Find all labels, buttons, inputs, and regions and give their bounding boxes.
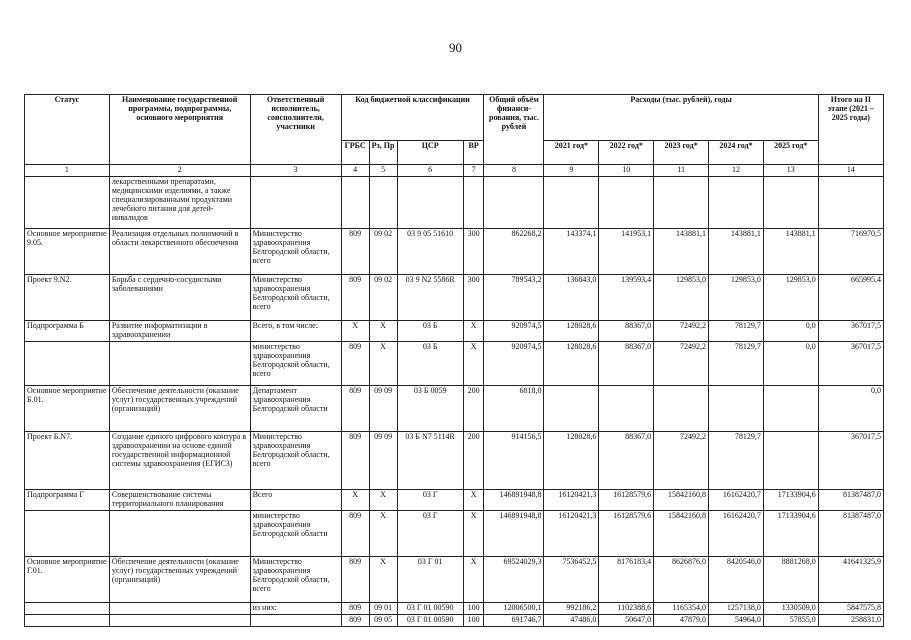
responsible-cell: Министерство здравоохранения Белгородской области, всего (250, 274, 341, 320)
status-cell: Основное мероприятие Г.01. (25, 556, 110, 602)
vr-cell: X (463, 341, 484, 385)
y2021-cell: 16120421,3 (544, 510, 599, 556)
table-row (25, 385, 884, 431)
rzpr-cell: 09 09 (369, 385, 397, 431)
total-cell (484, 176, 544, 228)
name-cell: Обеспечение деятельности (оказание услуг) государственных учреждений (организаций) (109, 556, 250, 602)
y2023-cell: 15842160,8 (654, 510, 709, 556)
y2025-cell: 129853,0 (763, 274, 818, 320)
y2024-cell: 143881,1 (709, 228, 764, 274)
column-index-cell: 5 (369, 165, 397, 177)
table-row (25, 510, 884, 556)
total-cell: 69524029,3 (484, 556, 544, 602)
y2023-cell: 72492,2 (654, 341, 709, 385)
column-index-cell: 14 (818, 165, 883, 177)
table-row (25, 176, 884, 228)
vr-cell: X (463, 556, 484, 602)
rzpr-cell (369, 176, 397, 228)
y2022-cell: 88367,0 (599, 341, 654, 385)
y2021-cell: 7536452,5 (544, 556, 599, 602)
vr-cell: 300 (463, 228, 484, 274)
y2022-cell: 88367,0 (599, 431, 654, 489)
total-cell: 914156,5 (484, 431, 544, 489)
csr-cell: 03 Г 01 00590 (397, 602, 463, 614)
header-budget-code: Код бюджетной классификации (341, 95, 484, 141)
rzpr-cell: 09 05 (369, 614, 397, 626)
responsible-cell: Министерство здравоохранения Белгородской области, всего (250, 228, 341, 274)
column-index-cell: 1 (25, 165, 110, 177)
y2025-cell (763, 431, 818, 489)
y2023-cell: 143881,1 (654, 228, 709, 274)
grbs-cell: 809 (341, 510, 369, 556)
grbs-cell: 809 (341, 341, 369, 385)
header-2025: 2025 год* (763, 141, 818, 165)
grbs-cell: 809 (341, 228, 369, 274)
vr-cell: 100 (463, 614, 484, 626)
column-index-cell: 7 (463, 165, 484, 177)
y2025-cell: 1330509,0 (763, 602, 818, 614)
name-cell: Совершенствование системы территориального планирования (109, 489, 250, 510)
name-cell: Обеспечение деятельности (оказание услуг) государственных учреждений (организаций) (109, 385, 250, 431)
status-cell: Подпрограмма Г (25, 489, 110, 510)
rzpr-cell: 09 02 (369, 274, 397, 320)
table-row (25, 602, 884, 614)
total-cell: 920974,5 (484, 320, 544, 341)
grbs-cell: 809 (341, 274, 369, 320)
name-cell: лекарственными препаратами, медицинскими изделиями, а также специализированными продуктами лечебного питания для детей-инвалидов (109, 176, 250, 228)
grbs-cell (341, 176, 369, 228)
y2022-cell: 88367,0 (599, 320, 654, 341)
grbs-cell: 809 (341, 602, 369, 614)
rzpr-cell: X (369, 341, 397, 385)
y2022-cell: 50647,0 (599, 614, 654, 626)
status-cell: Подпрограмма Б (25, 320, 110, 341)
table-row (25, 614, 884, 626)
status-cell (25, 176, 110, 228)
responsible-cell: министерство здравоохранения Белгородской области, всего (250, 341, 341, 385)
y2023-cell: 72492,2 (654, 320, 709, 341)
stage2-total-cell: 367017,5 (818, 320, 883, 341)
total-cell: 146891948,8 (484, 510, 544, 556)
header-total-volume: Общий объём финанси-рования, тыс. рублей (484, 95, 544, 165)
table-body (25, 176, 884, 626)
responsible-cell: Министерство здравоохранения Белгородской области, всего (250, 556, 341, 602)
stage2-total-cell: 81387487,0 (818, 510, 883, 556)
column-index-cell: 11 (654, 165, 709, 177)
header-2021: 2021 год* (544, 141, 599, 165)
y2024-cell: 1257138,0 (709, 602, 764, 614)
table-row (25, 556, 884, 602)
status-cell: Основное мероприятие 9.05. (25, 228, 110, 274)
total-cell: 12006500,1 (484, 602, 544, 614)
csr-cell: 03 Г 01 00590 (397, 614, 463, 626)
y2023-cell: 129853,0 (654, 274, 709, 320)
column-index-cell: 6 (397, 165, 463, 177)
stage2-total-cell: 716970,5 (818, 228, 883, 274)
y2024-cell (709, 385, 764, 431)
responsible-cell (250, 176, 341, 228)
vr-cell (463, 176, 484, 228)
status-cell: Проект 9.N2. (25, 274, 110, 320)
responsible-cell: из них: (250, 602, 341, 614)
stage2-total-cell: 665995,4 (818, 274, 883, 320)
name-cell: Реализация отдельных полномочий в области лекарственного обеспечения (109, 228, 250, 274)
grbs-cell: 809 (341, 385, 369, 431)
csr-cell: 03 Г (397, 489, 463, 510)
csr-cell (397, 176, 463, 228)
y2024-cell: 16162420,7 (709, 489, 764, 510)
vr-cell: 100 (463, 602, 484, 614)
y2024-cell: 129853,0 (709, 274, 764, 320)
status-cell (25, 602, 110, 614)
y2024-cell: 8420546,0 (709, 556, 764, 602)
stage2-total-cell: 81387487,0 (818, 489, 883, 510)
table-row (25, 431, 884, 489)
stage2-total-cell: 367017,5 (818, 341, 883, 385)
y2023-cell: 47879,0 (654, 614, 709, 626)
y2024-cell (709, 176, 764, 228)
table-header (25, 95, 884, 177)
csr-cell: 03 9 N2 5586R (397, 274, 463, 320)
y2021-cell: 992186,2 (544, 602, 599, 614)
csr-cell: 03 Б (397, 341, 463, 385)
total-cell: 789543,2 (484, 274, 544, 320)
y2025-cell (763, 385, 818, 431)
column-index-cell: 9 (544, 165, 599, 177)
y2022-cell: 16128579,6 (599, 510, 654, 556)
csr-cell: 03 Г (397, 510, 463, 556)
header-2024: 2024 год* (709, 141, 764, 165)
y2021-cell: 143374,1 (544, 228, 599, 274)
y2022-cell (599, 385, 654, 431)
vr-cell: 200 (463, 385, 484, 431)
name-cell (109, 614, 250, 626)
total-cell: 146891948,8 (484, 489, 544, 510)
grbs-cell: 809 (341, 556, 369, 602)
header-2022: 2022 год* (599, 141, 654, 165)
y2021-cell (544, 385, 599, 431)
header-csr: ЦСР (397, 141, 463, 165)
column-index-cell: 2 (109, 165, 250, 177)
y2024-cell: 16162420,7 (709, 510, 764, 556)
y2024-cell: 78129,7 (709, 341, 764, 385)
responsible-cell (250, 614, 341, 626)
table-row (25, 228, 884, 274)
vr-cell: X (463, 320, 484, 341)
table-row (25, 320, 884, 341)
y2021-cell: 128028,6 (544, 320, 599, 341)
name-cell (109, 602, 250, 614)
header-rzpr: Рз, Пр (369, 141, 397, 165)
column-index-cell: 12 (709, 165, 764, 177)
y2022-cell: 8176183,4 (599, 556, 654, 602)
y2021-cell: 136843,0 (544, 274, 599, 320)
y2023-cell: 72492,2 (654, 431, 709, 489)
responsible-cell: Всего, в том числе: (250, 320, 341, 341)
column-index-row (25, 165, 884, 177)
name-cell (109, 341, 250, 385)
y2024-cell: 78129,7 (709, 320, 764, 341)
y2023-cell (654, 385, 709, 431)
header-stage2-total: Итого на II этапе (2021 – 2025 годы) (818, 95, 883, 165)
header-expenses: Расходы (тыс. рублей), годы (544, 95, 818, 141)
csr-cell: 03 Б 0059 (397, 385, 463, 431)
y2025-cell (763, 176, 818, 228)
status-cell (25, 341, 110, 385)
header-vr: ВР (463, 141, 484, 165)
csr-cell: 03 Б (397, 320, 463, 341)
y2023-cell (654, 176, 709, 228)
page-number: 90 (449, 40, 462, 55)
name-cell: Борьба с сердечно-сосудистыми заболеваниями (109, 274, 250, 320)
y2023-cell: 15842160,8 (654, 489, 709, 510)
column-index-cell: 3 (250, 165, 341, 177)
rzpr-cell: X (369, 320, 397, 341)
y2021-cell: 16120421,3 (544, 489, 599, 510)
stage2-total-cell: 41641325,9 (818, 556, 883, 602)
budget-table (24, 94, 884, 627)
name-cell: Развитие информатизации в здравоохранении (109, 320, 250, 341)
header-grbs: ГРБС (341, 141, 369, 165)
y2025-cell: 0,0 (763, 341, 818, 385)
stage2-total-cell: 0,0 (818, 385, 883, 431)
grbs-cell: X (341, 320, 369, 341)
total-cell: 691746,7 (484, 614, 544, 626)
y2025-cell: 17133904,6 (763, 510, 818, 556)
rzpr-cell: X (369, 510, 397, 556)
vr-cell: 200 (463, 431, 484, 489)
vr-cell: 300 (463, 274, 484, 320)
stage2-total-cell (818, 176, 883, 228)
y2025-cell: 17133904,6 (763, 489, 818, 510)
status-cell: Основное мероприятие Б.01. (25, 385, 110, 431)
responsible-cell: Департамент здравоохранения Белгородской области (250, 385, 341, 431)
stage2-total-cell: 258831,0 (818, 614, 883, 626)
y2025-cell: 57855,0 (763, 614, 818, 626)
y2021-cell: 128028,6 (544, 431, 599, 489)
table-row (25, 489, 884, 510)
vr-cell: X (463, 510, 484, 556)
table-row (25, 341, 884, 385)
y2025-cell: 0,0 (763, 320, 818, 341)
column-index-cell: 10 (599, 165, 654, 177)
rzpr-cell: 09 09 (369, 431, 397, 489)
y2022-cell: 141953,1 (599, 228, 654, 274)
y2021-cell: 128028,6 (544, 341, 599, 385)
csr-cell: 03 Г 01 (397, 556, 463, 602)
y2023-cell: 8626876,0 (654, 556, 709, 602)
rzpr-cell: 09 02 (369, 228, 397, 274)
table-row (25, 274, 884, 320)
y2022-cell: 139593,4 (599, 274, 654, 320)
column-index-cell: 8 (484, 165, 544, 177)
grbs-cell: 809 (341, 614, 369, 626)
stage2-total-cell: 5847575,8 (818, 602, 883, 614)
responsible-cell: Министерство здравоохранения Белгородской области, всего (250, 431, 341, 489)
y2022-cell: 16128579,6 (599, 489, 654, 510)
status-cell: Проект Б.N7. (25, 431, 110, 489)
name-cell (109, 510, 250, 556)
grbs-cell: X (341, 489, 369, 510)
rzpr-cell: X (369, 556, 397, 602)
y2024-cell: 78129,7 (709, 431, 764, 489)
status-cell (25, 614, 110, 626)
responsible-cell: Всего (250, 489, 341, 510)
total-cell: 920974,5 (484, 341, 544, 385)
status-cell (25, 510, 110, 556)
y2025-cell: 143881,1 (763, 228, 818, 274)
y2021-cell (544, 176, 599, 228)
y2021-cell: 47486,0 (544, 614, 599, 626)
header-2023: 2023 год* (654, 141, 709, 165)
rzpr-cell: 09 01 (369, 602, 397, 614)
y2023-cell: 1165354,0 (654, 602, 709, 614)
stage2-total-cell: 367017,5 (818, 431, 883, 489)
rzpr-cell: X (369, 489, 397, 510)
header-name: Наименование государственной программы, подпрограммы, основного мероприятия (109, 95, 250, 165)
y2025-cell: 8881268,0 (763, 556, 818, 602)
csr-cell: 03 Б N7 5114R (397, 431, 463, 489)
vr-cell: X (463, 489, 484, 510)
csr-cell: 03 9 05 51610 (397, 228, 463, 274)
total-cell: 862268,2 (484, 228, 544, 274)
name-cell: Создание единого цифрового контура в здравоохранении на основе единой государственной информационной системы здравоохранения (ЕГИСЗ) (109, 431, 250, 489)
responsible-cell: министерство здравоохранения Белгородской области (250, 510, 341, 556)
total-cell: 6818,0 (484, 385, 544, 431)
column-index-cell: 4 (341, 165, 369, 177)
header-status: Статус (25, 95, 110, 165)
column-index-cell: 13 (763, 165, 818, 177)
y2022-cell: 1102388,6 (599, 602, 654, 614)
y2022-cell (599, 176, 654, 228)
grbs-cell: 809 (341, 431, 369, 489)
header-responsible: Ответственный исполнитель, соисполнители, участники (250, 95, 341, 165)
y2024-cell: 54964,0 (709, 614, 764, 626)
